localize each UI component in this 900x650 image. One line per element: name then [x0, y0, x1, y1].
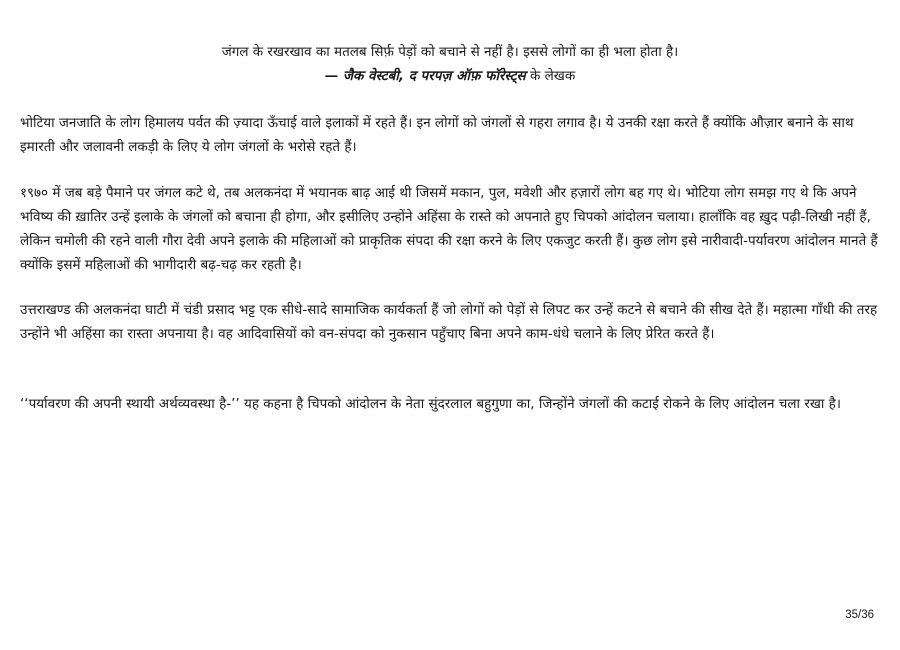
quote-author: — जैक वेस्टबी, द परपज़ ऑफ़ फॉरेस्ट्स [324, 68, 526, 84]
page-number: 35/36 [845, 609, 874, 621]
paragraph-text: ‘‘पर्यावरण की अपनी स्थायी अर्थव्यवस्था है-’’ यह कहना है चिपको आंदोलन के नेता सुंदरलाल बहुगुणा का, जिन्होंने जंगलों की कटाई रोकने के लिए आंदोलन चला रखा है। [20, 396, 841, 412]
paragraph-text: उत्तराखण्ड की अलकनंदा घाटी में चंडी प्रसाद भट्ट एक सीधे-सादे सामाजिक कार्यकर्ता हैं जो लोगों को पेड़ों से लिपट कर उन्हें कटने से बचाने की सीख देते हैं। महात्मा गाँधी की तरह उन्होंने भी अहिंसा का रास्ता अपनाया है। वह आदिवासियों को वन-संपदा को नुकसान पहुँचाए बिना अपने काम-धंधे चलाने के लिए प्रेरित करते हैं। [20, 302, 878, 342]
quote-text: जंगल के रखरखाव का मतलब सिर्फ़ पेड़ों को बचाने से नहीं है। इससे लोगों का ही भला होता है। [221, 44, 679, 60]
paragraph-chipko-1970 [20, 181, 878, 277]
quote-author-suffix: के लेखक [525, 68, 576, 84]
quote-attribution [0, 64, 900, 88]
epigraph-quote [0, 40, 900, 88]
paragraph-bahuguna [20, 392, 878, 416]
paragraph-bhotia [20, 111, 878, 159]
paragraph-text: १९७० में जब बड़े पैमाने पर जंगल कटे थे, तब अलकनंदा में भयानक बाढ़ आई थी जिसमें मकान, पुल, मवेशी और हज़ारों लोग बह गए थे। भोटिया लोग समझ गए थे कि अपने भविष्य की ख़ातिर उन्हें इलाके के जंगलों को बचाना ही होगा, और इसीलिए उन्होंने अहिंसा के रास्ते को अपनाते हुए चिपको आंदोलन चलाया। हालाँकि वह ख़ुद पढ़ी-लिखी नहीं हैं, लेकिन चमोली की रहने वाली गौरा देवी अपने इलाके की महिलाओं को प्राकृतिक संपदा की रक्षा करने के लिए एकजुट करती हैं। कुछ लोग इसे नारीवादी-पर्यावरण आंदोलन मानते हैं क्योंकि इसमें महिलाओं की भागीदारी बढ़-चढ़ कर रहती है। [20, 185, 878, 273]
paragraph-chandi-prasad-bhatt [20, 298, 878, 346]
paragraph-text: भोटिया जनजाति के लोग हिमालय पर्वत की ज़्यादा ऊँचाई वाले इलाकों में रहते हैं। इन लोगों को जंगलों से गहरा लगाव है। ये उनकी रक्षा करते हैं क्योंकि औज़ार बनाने के साथ इमारती और जलावनी लकड़ी के लिए ये लोग जंगलों के भरोसे रहते हैं। [20, 115, 854, 155]
